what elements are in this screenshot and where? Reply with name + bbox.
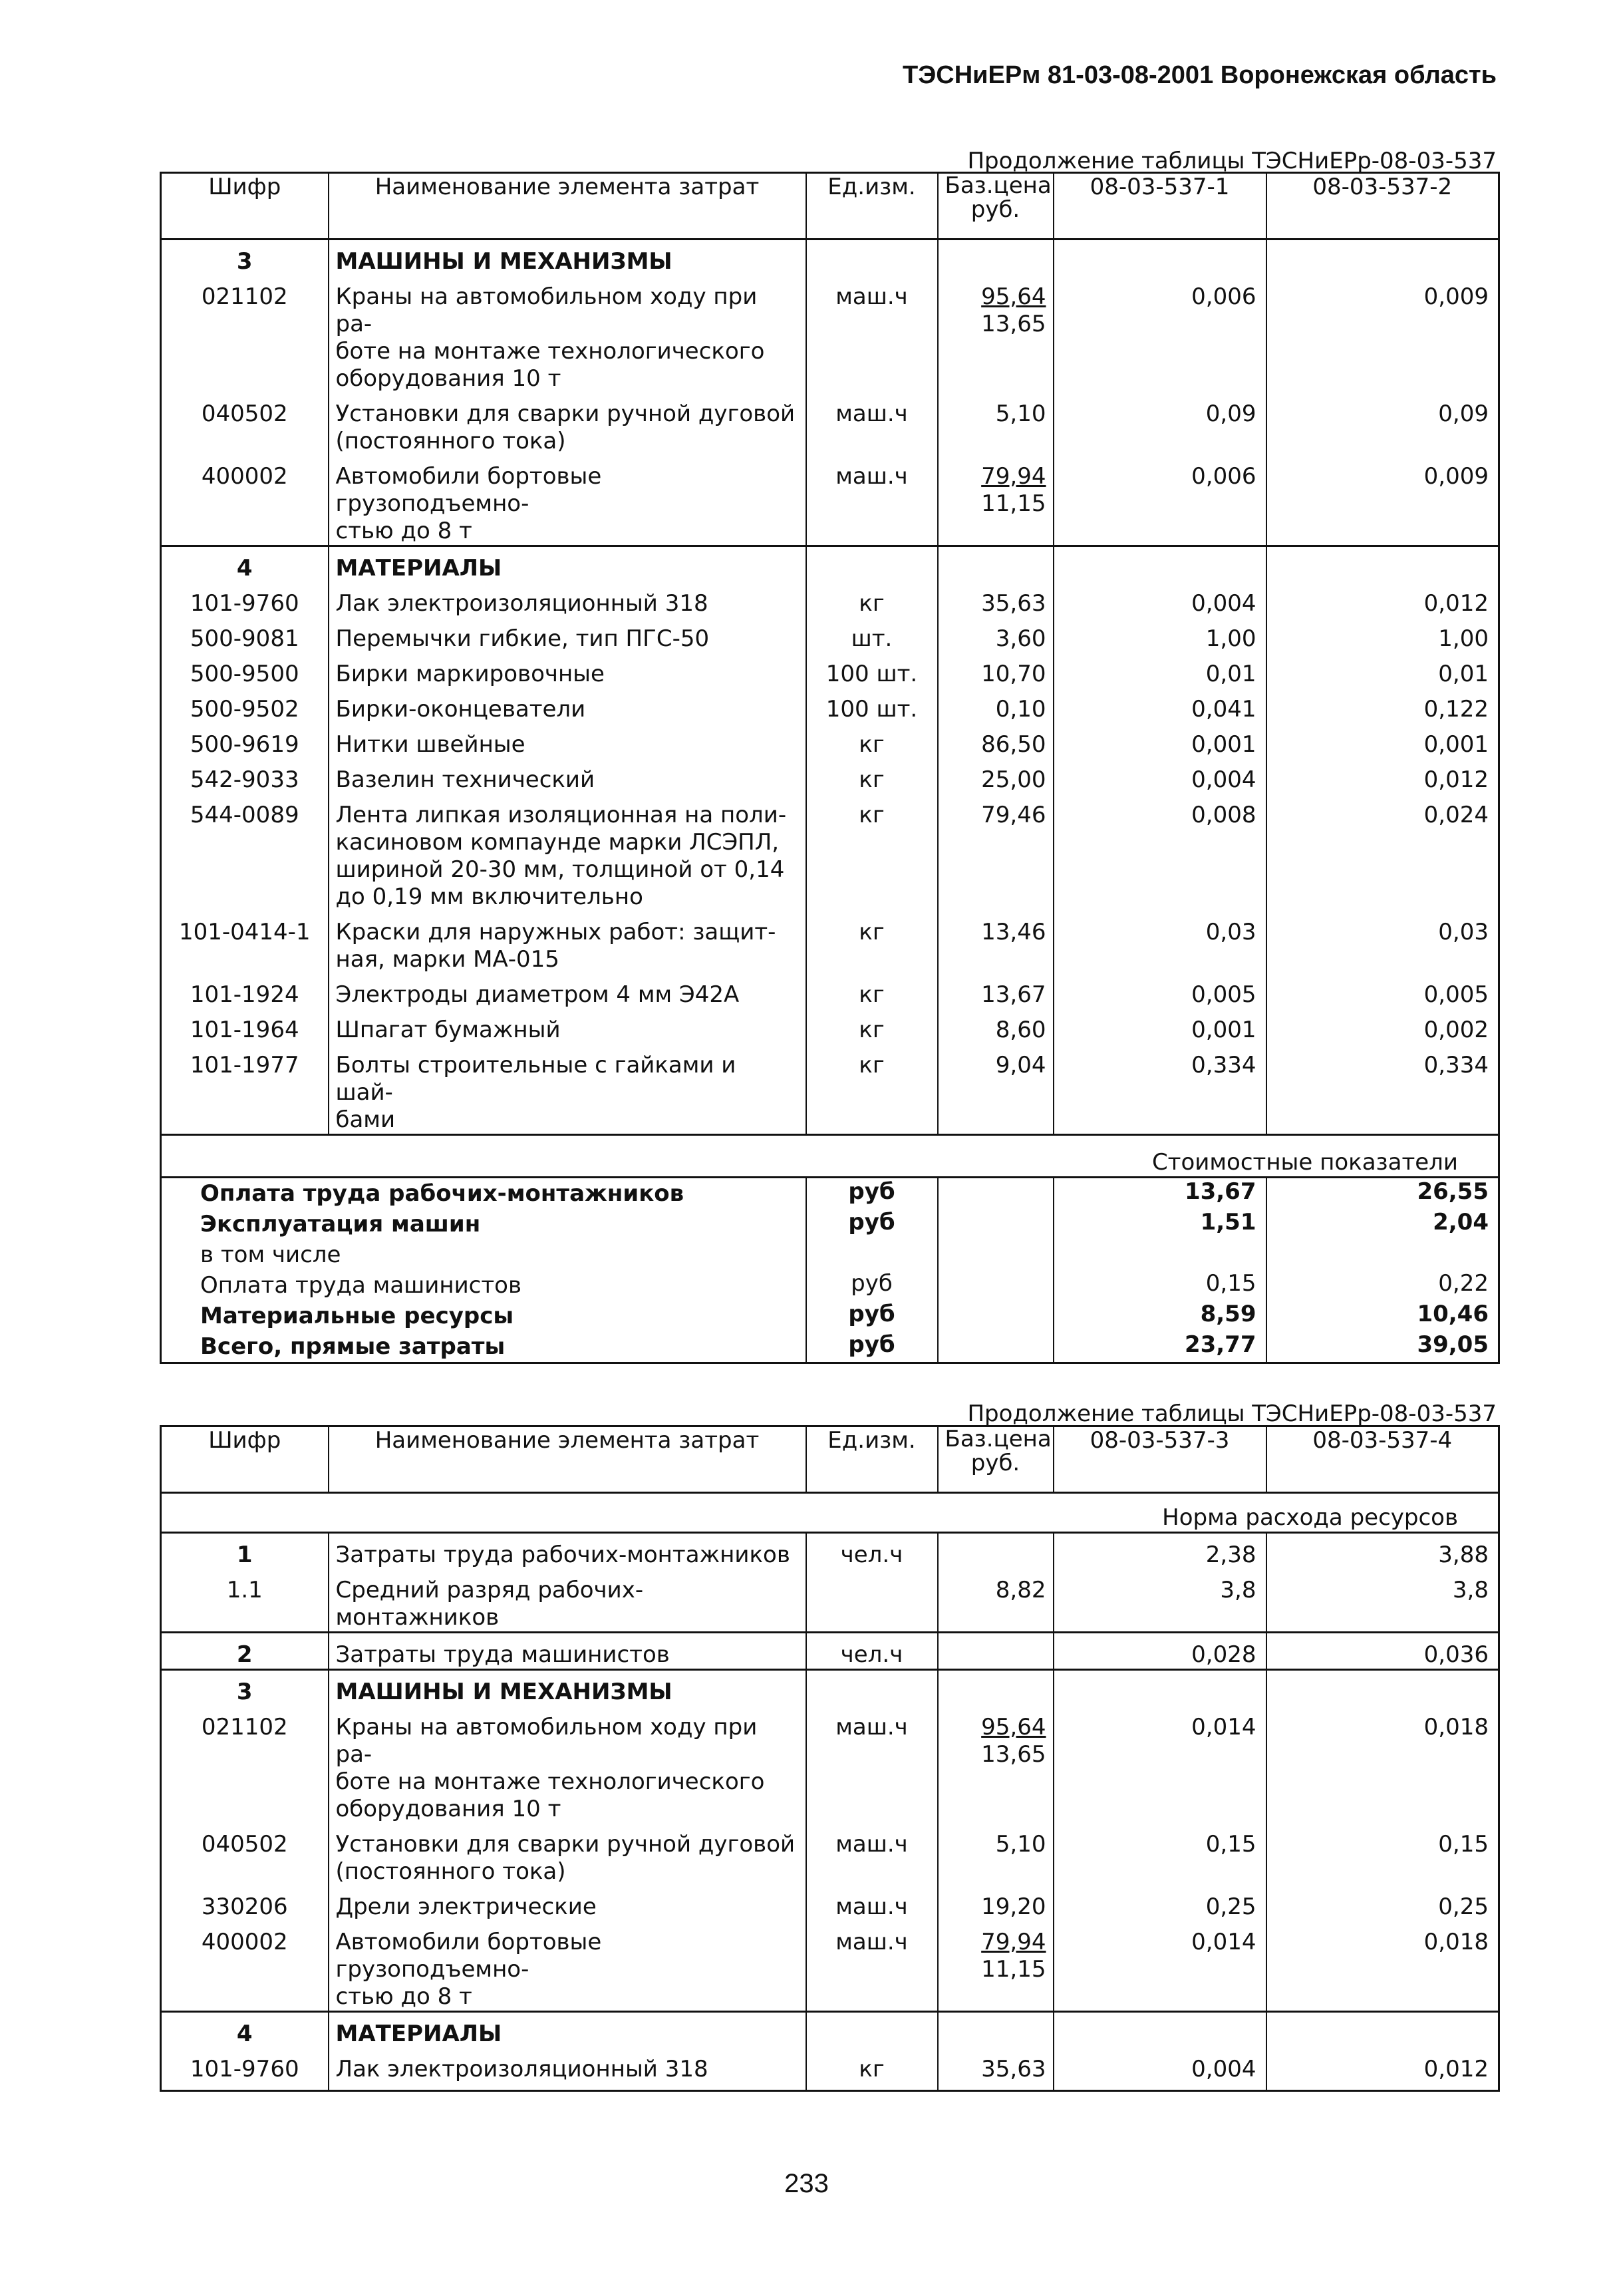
cost-row	[161, 1331, 1499, 1363]
cost-value-b: 26,55	[1266, 1178, 1499, 1210]
cost-row	[161, 1270, 1499, 1301]
row-value-a: 0,01	[1054, 653, 1266, 688]
row-code: 040502	[201, 1831, 288, 1858]
row-name: Затраты труда машинистов	[329, 1633, 806, 1670]
row-price	[938, 393, 1054, 455]
cost-value-a: 8,59	[1054, 1301, 1266, 1331]
row-name: Автомобили бортовые грузоподъемно- стью до 8 т	[329, 1921, 806, 2012]
row-name: Затраты труда рабочих-монтажников	[329, 1533, 806, 1569]
row-code: 3	[236, 248, 253, 275]
row-name: Вазелин технический	[329, 758, 806, 794]
row-code: 4	[236, 2021, 253, 2047]
row-code: 101-9760	[190, 590, 299, 617]
row-name: Бирки-оконцеватели	[329, 688, 806, 723]
row-value-b: 0,005	[1266, 973, 1499, 1009]
row-code: 500-9081	[190, 625, 299, 652]
price-value: 86,50	[981, 731, 1046, 758]
row-value-a	[1054, 240, 1266, 276]
price-header-line2: руб.	[970, 196, 1020, 223]
row-code: 101-0414-1	[178, 919, 311, 945]
row-value-a: 3,8	[1054, 1569, 1266, 1633]
col-name-header: Наименование элемента затрат	[329, 1426, 806, 1493]
row-value-b: 0,01	[1266, 653, 1499, 688]
row-value-b: 3,88	[1266, 1533, 1499, 1569]
table-row	[161, 240, 1499, 276]
row-value-a: 0,005	[1054, 973, 1266, 1009]
col-price-header	[938, 1426, 1054, 1493]
row-code: 021102	[201, 1714, 288, 1740]
table-row	[161, 455, 1499, 546]
table-row	[161, 1569, 1499, 1633]
table-row	[161, 911, 1499, 973]
table-row	[161, 275, 1499, 393]
row-price	[938, 1569, 1054, 1633]
table-row	[161, 1633, 1499, 1670]
row-value-a: 0,09	[1054, 393, 1266, 455]
row-value-a	[1054, 1670, 1266, 1707]
row-name: МАТЕРИАЛЫ	[329, 546, 806, 583]
spacer-row	[161, 1135, 1499, 1150]
row-price	[938, 911, 1054, 973]
row-code: 1	[236, 1542, 253, 1568]
row-name: МАТЕРИАЛЫ	[329, 2012, 806, 2049]
row-value-b	[1266, 240, 1499, 276]
row-price	[938, 617, 1054, 653]
price-value: 79,46	[981, 802, 1046, 828]
row-price	[938, 1670, 1054, 1707]
row-code: 500-9500	[190, 661, 299, 687]
cost-value-b: 39,05	[1266, 1331, 1499, 1363]
row-value-b: 0,009	[1266, 275, 1499, 393]
cost-value-b	[1266, 1239, 1499, 1270]
row-price	[938, 1044, 1054, 1135]
price-value: 3,60	[995, 625, 1046, 652]
cost-label: Всего, прямые затраты	[200, 1333, 506, 1360]
row-price	[938, 582, 1054, 617]
row-name: Лента липкая изоляционная на поли- касиновом компаунде марки ЛСЭПЛ, шириной 20-30 мм, толщиной от 0,14 до 0,19 мм включительно	[329, 794, 806, 911]
row-price	[938, 2012, 1054, 2049]
row-price	[938, 1823, 1054, 1886]
cost-row	[161, 1178, 1499, 1210]
row-unit: кг	[806, 1044, 938, 1135]
cost-unit	[806, 1239, 938, 1270]
cost-unit: руб	[806, 1209, 938, 1239]
row-value-b: 0,03	[1266, 911, 1499, 973]
cost-value-b: 10,46	[1266, 1301, 1499, 1331]
row-value-a	[1054, 2012, 1266, 2049]
cost-unit: руб	[806, 1331, 938, 1363]
row-value-a: 0,004	[1054, 582, 1266, 617]
row-code: 4	[236, 555, 253, 581]
price-value: 0,10	[995, 696, 1046, 723]
cost-empty	[938, 1331, 1054, 1363]
price-value: 79,94	[981, 463, 1046, 490]
row-value-b: 0,09	[1266, 393, 1499, 455]
row-unit: кг	[806, 794, 938, 911]
cost-value-b: 0,22	[1266, 1270, 1499, 1301]
row-name: Лак электроизоляционный 318	[329, 582, 806, 617]
col-a-header: 08-03-537-3	[1054, 1426, 1266, 1493]
col-b-header: 08-03-537-2	[1266, 173, 1499, 240]
row-name: Шпагат бумажный	[329, 1009, 806, 1044]
cost-row	[161, 1239, 1499, 1270]
col-a-header: 08-03-537-1	[1054, 173, 1266, 240]
col-b-header: 08-03-537-4	[1266, 1426, 1499, 1493]
col-code-header: Шифр	[208, 1427, 281, 1454]
row-code: 542-9033	[190, 766, 299, 793]
table-row	[161, 1921, 1499, 2012]
price-value: 13,67	[981, 981, 1046, 1008]
row-value-a: 0,15	[1054, 1823, 1266, 1886]
row-price	[938, 546, 1054, 583]
price-value-secondary: 11,15	[981, 1956, 1046, 1983]
cost-row	[161, 1209, 1499, 1239]
row-unit: кг	[806, 911, 938, 973]
table-row	[161, 973, 1499, 1009]
row-name: Электроды диаметром 4 мм Э42А	[329, 973, 806, 1009]
table2-header-row	[161, 1426, 1499, 1493]
row-code: 021102	[201, 283, 288, 310]
resource-table-1	[160, 172, 1500, 1364]
row-code: 101-1977	[190, 1052, 299, 1078]
price-value: 95,64	[981, 283, 1046, 310]
row-value-b: 0,25	[1266, 1886, 1499, 1921]
price-value: 5,10	[995, 1831, 1046, 1858]
price-value: 9,04	[995, 1052, 1046, 1078]
row-price	[938, 240, 1054, 276]
row-unit: 100 шт.	[806, 653, 938, 688]
cost-label: Оплата труда машинистов	[200, 1272, 522, 1299]
row-value-b: 0,334	[1266, 1044, 1499, 1135]
row-value-b: 0,122	[1266, 688, 1499, 723]
cost-row	[161, 1301, 1499, 1331]
row-code: 2	[236, 1641, 253, 1668]
row-price	[938, 1886, 1054, 1921]
row-price	[938, 794, 1054, 911]
price-value-secondary: 11,15	[981, 490, 1046, 517]
row-unit: шт.	[806, 617, 938, 653]
row-value-b: 0,036	[1266, 1633, 1499, 1670]
row-value-b: 0,012	[1266, 2048, 1499, 2091]
row-value-a: 0,006	[1054, 275, 1266, 393]
row-unit: маш.ч	[806, 1921, 938, 2012]
cost-value-a: 1,51	[1054, 1209, 1266, 1239]
row-price	[938, 1533, 1054, 1569]
row-value-a: 0,014	[1054, 1706, 1266, 1823]
price-header-line1: Баз.цена	[945, 172, 1052, 199]
cost-label: Материальные ресурсы	[200, 1303, 514, 1329]
row-name: Установки для сварки ручной дуговой (постоянного тока)	[329, 393, 806, 455]
row-price	[938, 1706, 1054, 1823]
row-value-a: 0,014	[1054, 1921, 1266, 2012]
row-unit: чел.ч	[806, 1533, 938, 1569]
row-name: Средний разряд рабочих-монтажников	[329, 1569, 806, 1633]
table2-body	[161, 1533, 1499, 2091]
table1-continuation: Продолжение таблицы ТЭСНиЕРр-08-03-537	[967, 148, 1497, 174]
row-name: Установки для сварки ручной дуговой (постоянного тока)	[329, 1823, 806, 1886]
row-price	[938, 723, 1054, 758]
row-name: Краны на автомобильном ходу при ра- боте на монтаже технологического оборудования 10 т	[329, 1706, 806, 1823]
row-code: 500-9619	[190, 731, 299, 758]
row-name: Бирки маркировочные	[329, 653, 806, 688]
table-row	[161, 723, 1499, 758]
price-value: 13,46	[981, 919, 1046, 945]
row-unit: маш.ч	[806, 1886, 938, 1921]
row-value-b	[1266, 2012, 1499, 2049]
table-row	[161, 794, 1499, 911]
row-unit: кг	[806, 1009, 938, 1044]
table-row	[161, 393, 1499, 455]
cost-empty	[938, 1270, 1054, 1301]
row-unit: кг	[806, 758, 938, 794]
row-value-a: 0,001	[1054, 723, 1266, 758]
table-row	[161, 758, 1499, 794]
table-row	[161, 1044, 1499, 1135]
row-value-a: 0,028	[1054, 1633, 1266, 1670]
cost-value-a: 13,67	[1054, 1178, 1266, 1210]
row-value-b: 0,012	[1266, 758, 1499, 794]
row-name: Нитки швейные	[329, 723, 806, 758]
row-unit: маш.ч	[806, 1706, 938, 1823]
cost-header-row	[161, 1149, 1499, 1178]
table-row	[161, 2012, 1499, 2049]
row-unit: кг	[806, 973, 938, 1009]
table-row	[161, 2048, 1499, 2091]
row-price	[938, 973, 1054, 1009]
table-row	[161, 688, 1499, 723]
row-code: 1.1	[226, 1577, 263, 1603]
row-value-b	[1266, 1670, 1499, 1707]
price-value: 79,94	[981, 1929, 1046, 1955]
row-price	[938, 2048, 1054, 2091]
norm-header: Норма расхода ресурсов	[1162, 1504, 1458, 1531]
row-code: 400002	[201, 1929, 288, 1955]
price-value: 10,70	[981, 661, 1046, 687]
row-code: 040502	[201, 401, 288, 427]
price-value-secondary: 13,65	[981, 311, 1046, 337]
row-value-a: 0,004	[1054, 2048, 1266, 2091]
row-value-a: 0,008	[1054, 794, 1266, 911]
row-value-a: 0,004	[1054, 758, 1266, 794]
row-code: 101-9760	[190, 2056, 299, 2082]
cost-label: в том числе	[200, 1241, 341, 1268]
page-number: 233	[784, 2169, 829, 2198]
row-value-a: 2,38	[1054, 1533, 1266, 1569]
row-name: МАШИНЫ И МЕХАНИЗМЫ	[329, 240, 806, 276]
row-value-a: 0,334	[1054, 1044, 1266, 1135]
row-value-b: 0,024	[1266, 794, 1499, 911]
col-unit-header: Ед.изм.	[806, 1426, 938, 1493]
row-code: 544-0089	[190, 802, 299, 828]
table1-costs	[161, 1135, 1499, 1363]
row-code: 330206	[201, 1893, 288, 1920]
table-row	[161, 1823, 1499, 1886]
row-name: Перемычки гибкие, тип ПГС-50	[329, 617, 806, 653]
cost-empty	[938, 1301, 1054, 1331]
cost-value-b: 2,04	[1266, 1209, 1499, 1239]
row-unit: маш.ч	[806, 393, 938, 455]
row-price	[938, 1009, 1054, 1044]
table-row	[161, 1009, 1499, 1044]
row-name: Автомобили бортовые грузоподъемно- стью до 8 т	[329, 455, 806, 546]
row-unit: кг	[806, 582, 938, 617]
row-code: 400002	[201, 463, 288, 490]
cost-unit: руб	[806, 1178, 938, 1210]
row-unit: маш.ч	[806, 275, 938, 393]
row-value-b: 0,009	[1266, 455, 1499, 546]
row-unit: маш.ч	[806, 455, 938, 546]
price-value: 25,00	[981, 766, 1046, 793]
price-value: 19,20	[981, 1893, 1046, 1920]
row-name: Краски для наружных работ: защит- ная, марки МА-015	[329, 911, 806, 973]
col-code-header: Шифр	[208, 174, 281, 200]
row-value-a: 0,041	[1054, 688, 1266, 723]
row-price	[938, 688, 1054, 723]
price-value: 95,64	[981, 1714, 1046, 1740]
price-value: 8,60	[995, 1017, 1046, 1043]
table-row	[161, 582, 1499, 617]
row-unit	[806, 1569, 938, 1633]
row-name: Лак электроизоляционный 318	[329, 2048, 806, 2091]
row-unit: кг	[806, 723, 938, 758]
cost-unit: руб	[806, 1270, 938, 1301]
price-header-line1: Баз.цена	[945, 1426, 1052, 1452]
row-code: 3	[236, 1679, 253, 1705]
row-value-b: 0,001	[1266, 723, 1499, 758]
row-price	[938, 758, 1054, 794]
row-unit	[806, 1670, 938, 1707]
row-value-b	[1266, 546, 1499, 583]
row-value-a: 1,00	[1054, 617, 1266, 653]
price-header-line2: руб.	[970, 1450, 1020, 1476]
row-value-a: 0,03	[1054, 911, 1266, 973]
row-unit: кг	[806, 2048, 938, 2091]
row-name: Дрели электрические	[329, 1886, 806, 1921]
table-row	[161, 653, 1499, 688]
row-value-a: 0,001	[1054, 1009, 1266, 1044]
row-name: Болты строительные с гайками и шай- бами	[329, 1044, 806, 1135]
table1-body	[161, 240, 1499, 1135]
price-value: 5,10	[995, 401, 1046, 427]
row-unit	[806, 546, 938, 583]
row-value-b: 0,012	[1266, 582, 1499, 617]
table-row	[161, 617, 1499, 653]
table-row	[161, 546, 1499, 583]
spacer-cell	[161, 1135, 1499, 1150]
row-code: 500-9502	[190, 696, 299, 723]
table-row	[161, 1706, 1499, 1823]
row-price	[938, 1633, 1054, 1670]
row-value-b: 0,002	[1266, 1009, 1499, 1044]
page-header: ТЭСНиЕРм 81-03-08-2001 Воронежская область	[903, 61, 1497, 89]
row-value-a: 0,25	[1054, 1886, 1266, 1921]
cost-header: Стоимостные показатели	[1151, 1149, 1458, 1176]
row-price	[938, 653, 1054, 688]
row-unit	[806, 2012, 938, 2049]
norm-header-row	[161, 1493, 1499, 1533]
cost-empty	[938, 1239, 1054, 1270]
row-name: МАШИНЫ И МЕХАНИЗМЫ	[329, 1670, 806, 1707]
row-unit	[806, 240, 938, 276]
col-unit-header: Ед.изм.	[806, 173, 938, 240]
row-price	[938, 1921, 1054, 2012]
row-value-b: 0,15	[1266, 1823, 1499, 1886]
cost-value-a: 23,77	[1054, 1331, 1266, 1363]
table-row	[161, 1886, 1499, 1921]
row-unit: маш.ч	[806, 1823, 938, 1886]
price-value-secondary: 13,65	[981, 1741, 1046, 1768]
col-price-header	[938, 173, 1054, 240]
row-value-a	[1054, 546, 1266, 583]
row-price	[938, 275, 1054, 393]
row-value-b: 0,018	[1266, 1706, 1499, 1823]
cost-unit: руб	[806, 1301, 938, 1331]
row-value-b: 1,00	[1266, 617, 1499, 653]
row-value-b: 0,018	[1266, 1921, 1499, 2012]
price-value: 35,63	[981, 590, 1046, 617]
resource-table-2	[160, 1425, 1500, 2092]
row-value-b: 3,8	[1266, 1569, 1499, 1633]
row-unit: 100 шт.	[806, 688, 938, 723]
row-value-a: 0,006	[1054, 455, 1266, 546]
row-unit: чел.ч	[806, 1633, 938, 1670]
table-row	[161, 1670, 1499, 1707]
cost-empty	[938, 1209, 1054, 1239]
row-price	[938, 455, 1054, 546]
table1-header-row	[161, 173, 1499, 240]
price-value: 8,82	[995, 1577, 1046, 1603]
cost-label: Эксплуатация машин	[200, 1211, 481, 1237]
cost-value-a: 0,15	[1054, 1270, 1266, 1301]
row-code: 101-1924	[190, 981, 299, 1008]
cost-value-a	[1054, 1239, 1266, 1270]
cost-label: Оплата труда рабочих-монтажников	[200, 1180, 684, 1207]
row-code: 101-1964	[190, 1017, 299, 1043]
col-name-header: Наименование элемента затрат	[329, 173, 806, 240]
row-name: Краны на автомобильном ходу при ра- боте на монтаже технологического оборудования 10 т	[329, 275, 806, 393]
table2-continuation: Продолжение таблицы ТЭСНиЕРр-08-03-537	[967, 1400, 1497, 1427]
table-row	[161, 1533, 1499, 1569]
price-value: 35,63	[981, 2056, 1046, 2082]
cost-empty	[938, 1178, 1054, 1210]
